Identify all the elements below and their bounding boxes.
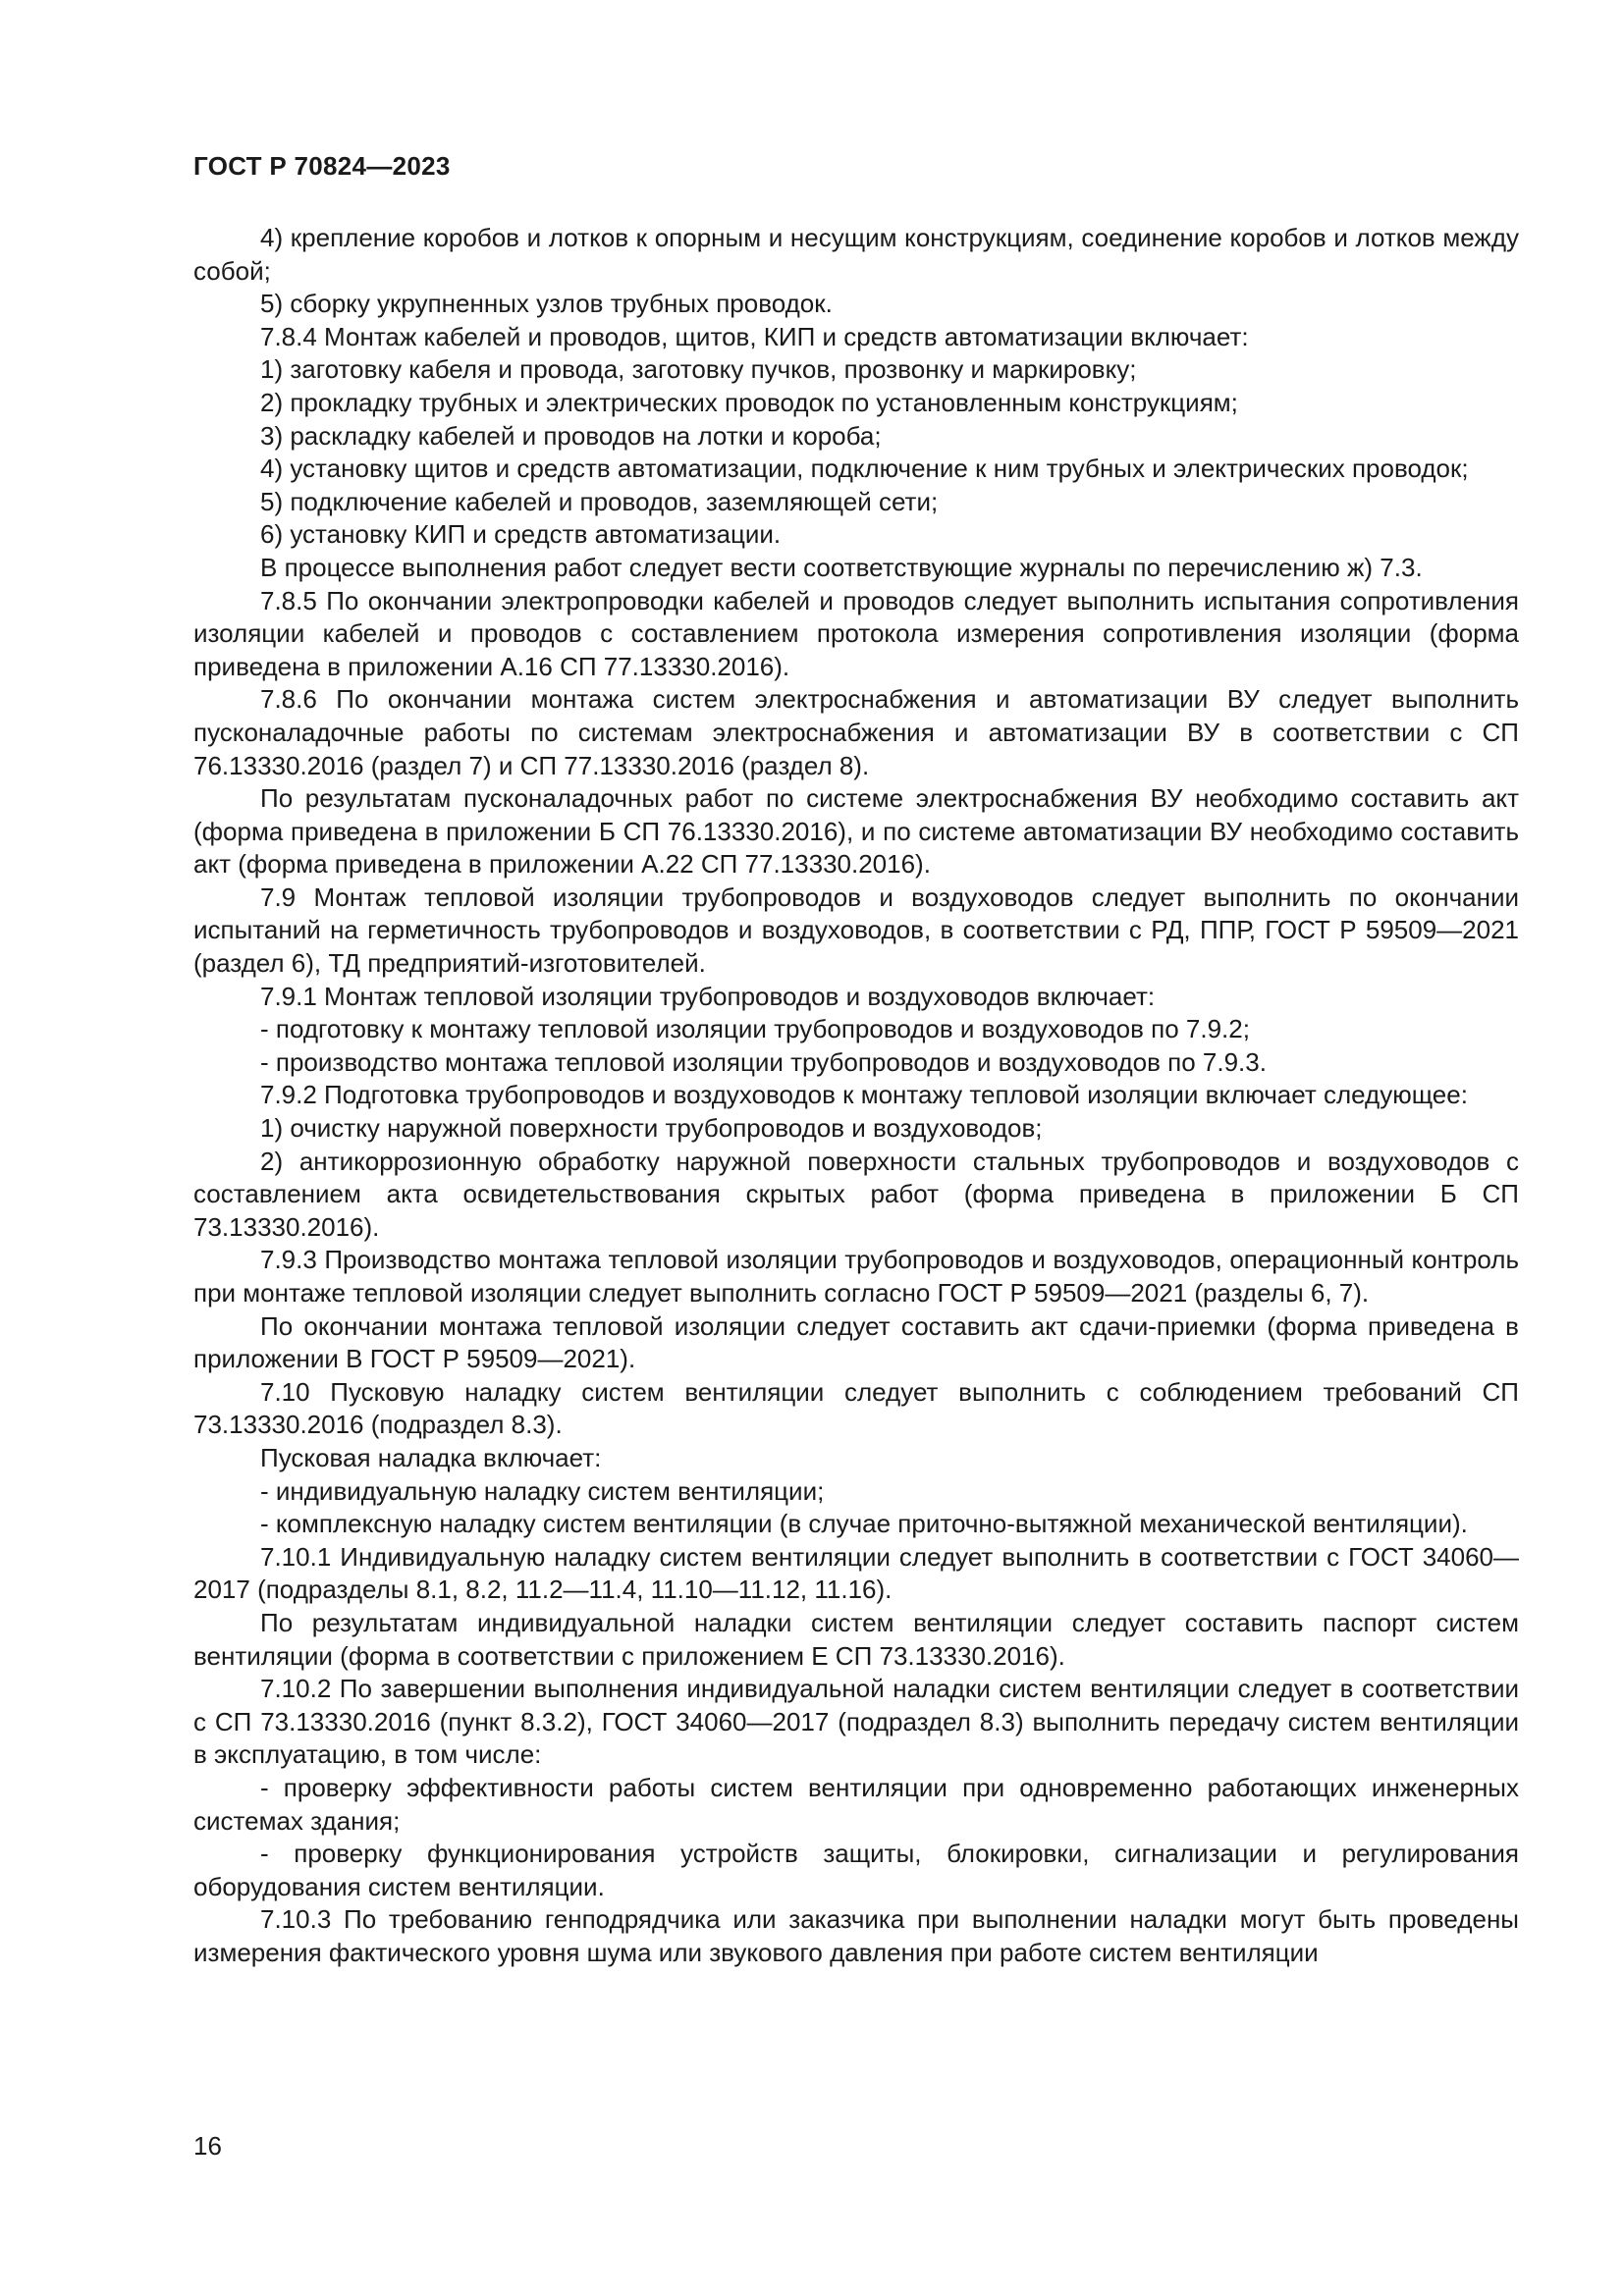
paragraph: 6) установку КИП и средств автоматизации. [260, 519, 782, 550]
paragraph: 4) установку щитов и средств автоматизации, подключение к ним трубных и электрических проводок; [260, 454, 1469, 484]
document-body [193, 222, 1519, 1969]
paragraph: По результатам индивидуальной наладки систем вентиляции следует составить паспорт систем вентиляции (форма в соответствии с приложением Е СП 73.13330.2016). [193, 1607, 1519, 1671]
paragraph: Пусковая наладка включает: [260, 1442, 602, 1472]
paragraph: - индивидуальную наладку систем вентиляции; [260, 1475, 825, 1506]
paragraph: По окончании монтажа тепловой изоляции следует составить акт сдачи-приемки (форма приведена в приложении В ГОСТ Р 59509—2021). [193, 1310, 1519, 1374]
paragraph: В процессе выполнения работ следует вести соответствующие журналы по перечислению ж) 7.3. [260, 552, 1423, 582]
paragraph: 7.9.2 Подготовка трубопроводов и воздуховодов к монтажу тепловой изоляции включает следующее: [260, 1080, 1468, 1110]
paragraph: 1) очистку наружной поверхности трубопроводов и воздуховодов; [260, 1113, 1043, 1144]
paragraph: - производство монтажа тепловой изоляции трубопроводов и воздуховодов по 7.9.3. [260, 1046, 1267, 1077]
paragraph: 4) крепление коробов и лотков к опорным и несущим конструкциям, соединение коробов и лотков между собой; [193, 223, 1519, 286]
paragraph: - комплексную наладку систем вентиляции (в случае приточно-вытяжной механической вентиляции). [260, 1509, 1468, 1539]
paragraph: 7.9.3 Производство монтажа тепловой изоляции трубопроводов и воздуховодов, операционный контроль при монтаже тепловой изоляции следует выполнить согласно ГОСТ Р 59509—2021 (разделы 6, 7). [193, 1245, 1519, 1308]
paragraph: 1) заготовку кабеля и провода, заготовку пучков, прозвонку и маркировку; [260, 354, 1137, 385]
paragraph: 7.9.1 Монтаж тепловой изоляции трубопроводов и воздуховодов включает: [260, 981, 1156, 1011]
paragraph: 5) сборку укрупненных узлов трубных проводок. [260, 289, 833, 319]
paragraph: 2) прокладку трубных и электрических проводок по установленным конструкциям; [260, 387, 1238, 417]
page-number: 16 [193, 2131, 222, 2161]
paragraph: 7.10.1 Индивидуальную наладку систем вентиляции следует выполнить в соответствии с ГОСТ 34060—2017 (подразделы 8.1, 8.2, 11.2—11.4, 11.10—11.12, 11.16). [193, 1541, 1519, 1605]
paragraph: По результатам пусконаладочных работ по системе электроснабжения ВУ необходимо составить акт (форма приведена в приложении Б СП 76.13330.2016), и по системе автоматизации ВУ необходимо составить акт (форма приведена в приложении А.22 СП 77.13330.2016). [193, 783, 1519, 880]
paragraph: - проверку эффективности работы систем вентиляции при одновременно работающих инженерных системах здания; [193, 1772, 1519, 1836]
paragraph: 7.8.6 По окончании монтажа систем электроснабжения и автоматизации ВУ следует выполнить пусконаладочные работы по системам электроснабжения и автоматизации ВУ в соответствии с СП 76.13330.2016 (раздел 7) и СП 77.13330.2016 (раздел 8). [193, 684, 1519, 780]
paragraph: 7.8.5 По окончании электропроводки кабелей и проводов следует выполнить испытания сопротивления изоляции кабелей и проводов с составлением протокола измерения сопротивления изоляции (форма приведена в приложении А.16 СП 77.13330.2016). [193, 585, 1519, 681]
paragraph: 7.8.4 Монтаж кабелей и проводов, щитов, КИП и средств автоматизации включает: [260, 321, 1249, 351]
paragraph: 7.10 Пусковую наладку систем вентиляции следует выполнить с соблюдением требований СП 73.13330.2016 (подраздел 8.3). [193, 1376, 1519, 1440]
paragraph: 2) антикоррозионную обработку наружной поверхности стальных трубопроводов и воздуховодов с составлением акта освидетельствования скрытых работ (форма приведена в приложении Б СП 73.13330.2016). [193, 1146, 1519, 1242]
paragraph: - проверку функционирования устройств защиты, блокировки, сигнализации и регулирования оборудования систем вентиляции. [193, 1839, 1519, 1901]
document-header: ГОСТ Р 70824—2023 [193, 151, 451, 181]
paragraph: 5) подключение кабелей и проводов, заземляющей сети; [260, 486, 939, 516]
paragraph: 7.10.3 По требованию генподрядчика или заказчика при выполнении наладки могут быть проведены измерения фактического уровня шума или звукового давления при работе систем вентиляции [193, 1904, 1519, 1967]
paragraph: - подготовку к монтажу тепловой изоляции трубопроводов и воздуховодов по 7.9.2; [260, 1014, 1250, 1044]
paragraph: 7.9 Монтаж тепловой изоляции трубопроводов и воздуховодов следует выполнить по окончании испытаний на герметичность трубопроводов и воздуховодов, в соответствии с РД, ППР, ГОСТ Р 59509—2021 (раздел 6), ТД предприятий-изготовителей. [193, 881, 1519, 979]
paragraph: 3) раскладку кабелей и проводов на лотки и короба; [260, 420, 882, 451]
paragraph: 7.10.2 По завершении выполнения индивидуальной наладки систем вентиляции следует в соответствии с СП 73.13330.2016 (пункт 8.3.2), ГОСТ 34060—2017 (подраздел 8.3) выполнить передачу систем вентиляции в эксплуатацию, в том числе: [193, 1674, 1519, 1770]
